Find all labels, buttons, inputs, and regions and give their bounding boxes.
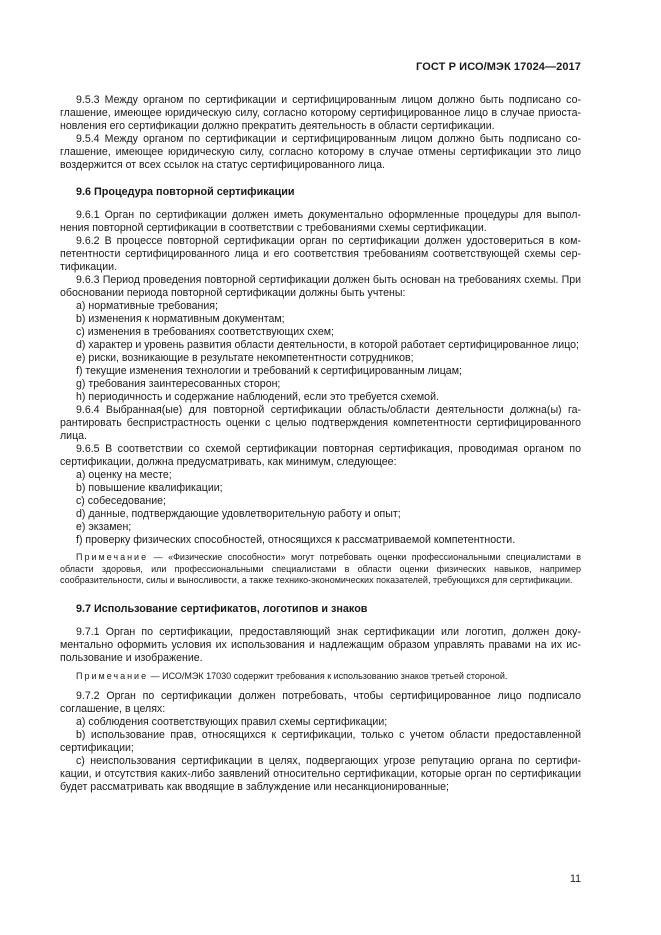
list-item: a) оценку на месте; xyxy=(76,469,172,481)
list-item: a) нормативные требования; xyxy=(76,300,218,312)
clause-9-5-3: 9.5.3 Между органом по сертификации и сертифицированным лицом должно быть подписано соглашение, имеющее юридическую силу, согласно которому сертифицированное лицо в случае приостановления его сертификации должно прекратить деятельность в области сертификации. xyxy=(60,94,581,132)
list-item: b) изменения к нормативным документам; xyxy=(76,313,285,325)
clause-9-6-2: 9.6.2 В процессе повторной сертификации орган по сертификации должен удостовериться в компетентности сертифицированного лица и его соответствия требованиям соответствующей схемы сертификации. xyxy=(60,235,581,273)
list-item: c) изменения в требованиях соответствующих схем; xyxy=(76,326,334,338)
page-number: 11 xyxy=(570,873,581,885)
note-physical-abilities xyxy=(60,552,581,587)
section-heading-9-7: 9.7 Использование сертификатов, логотипов и знаков xyxy=(76,602,368,615)
list-item: f) проверку физических способностей, относящихся к рассматриваемой компетентности. xyxy=(76,534,516,546)
note-label: Примечание xyxy=(76,552,149,562)
list-item: c) собеседование; xyxy=(76,495,166,507)
list-item: a) соблюдения соответствующих правил схемы сертификации; xyxy=(76,716,388,728)
list-item: c) неиспользования сертификации в целях, подвергающих угрозе репутацию органа по сертификации, и отсутствия каких-либо заявлений относительно сертификации, которые орган по сертификации будет рассматривать как вводящие в заблуждение или несанкционированные; xyxy=(60,755,581,793)
note-label: Примечание xyxy=(76,670,149,681)
list-item: f) текущие изменения технологии и требований к сертифицированным лицам; xyxy=(76,365,462,377)
list-item: g) требования заинтересованных сторон; xyxy=(76,378,281,390)
document-header: ГОСТ Р ИСО/МЭК 17024—2017 xyxy=(416,61,581,73)
list-item: b) повышение квалификации; xyxy=(76,482,223,494)
clause-9-6-4: 9.6.4 Выбранная(ые) для повторной сертификации область/области деятельности должна(ы) гарантировать беспристрастность оценки с целью подтверждения компетентности сертифицированного лица. xyxy=(60,404,581,442)
list-item: h) периодичность и содержание наблюдений, если это требуется схемой. xyxy=(76,391,439,403)
list-item: d) характер и уровень развития области деятельности, в которой работает сертифицированное лицо; xyxy=(76,339,579,351)
note-iso-17030 xyxy=(60,671,581,683)
section-heading-9-6: 9.6 Процедура повторной сертификации xyxy=(76,186,295,198)
list-item: b) использование прав, относящихся к сертификации, только с учетом области предоставленной сертификации; xyxy=(60,729,581,754)
list-item: e) экзамен; xyxy=(76,521,132,533)
clause-9-7-1: 9.7.1 Орган по сертификации, предоставляющий знак сертификации или логотип, должен документально оформить условия их использования и надлежащим образом управлять правами на их использование и изображение. xyxy=(60,625,581,664)
list-item: d) данные, подтверждающие удовлетворительную работу и опыт; xyxy=(76,508,401,520)
clause-9-6-3: 9.6.3 Период проведения повторной сертификации должен быть основан на требованиях схемы. При обосновании периода повторной сертификации должны быть учтены: xyxy=(60,274,581,299)
clause-9-6-5: 9.6.5 В соответствии со схемой сертификации повторная сертификация, проводимая органом по сертификации, должна предусматривать, как минимум, следующее: xyxy=(60,443,581,468)
clause-9-5-4: 9.5.4 Между органом по сертификации и сертифицированным лицом должно быть подписано соглашение, имеющее юридическую силу, согласно которому в случае отмены сертификации это лицо воздержится от всех ссылок на статус сертифицированного лица. xyxy=(60,133,581,171)
clause-9-6-1: 9.6.1 Орган по сертификации должен иметь документально оформленные процедуры для выполнения повторной сертификации в соответствии с требованиями схемы сертификации. xyxy=(60,209,581,234)
list-item: e) риски, возникающие в результате некомпетентности сотрудников; xyxy=(76,352,414,364)
clause-9-7-2: 9.7.2 Орган по сертификации должен потребовать, чтобы сертифицированное лицо подписало соглашение, в целях: xyxy=(60,690,581,715)
document-body xyxy=(60,94,581,794)
note-text: — ИСО/МЭК 17030 содержит требования к использованию знаков третьей стороной. xyxy=(148,670,508,681)
note-text: — «Физические способности» могут потребовать оценки профессиональными специалистами в области здоровья, или профессиональными специалистами в области оценки физических навыков, например сообразительности, силы и выносливости, а также технико-экономических показателей, требующихся для сертификации. xyxy=(60,552,581,585)
